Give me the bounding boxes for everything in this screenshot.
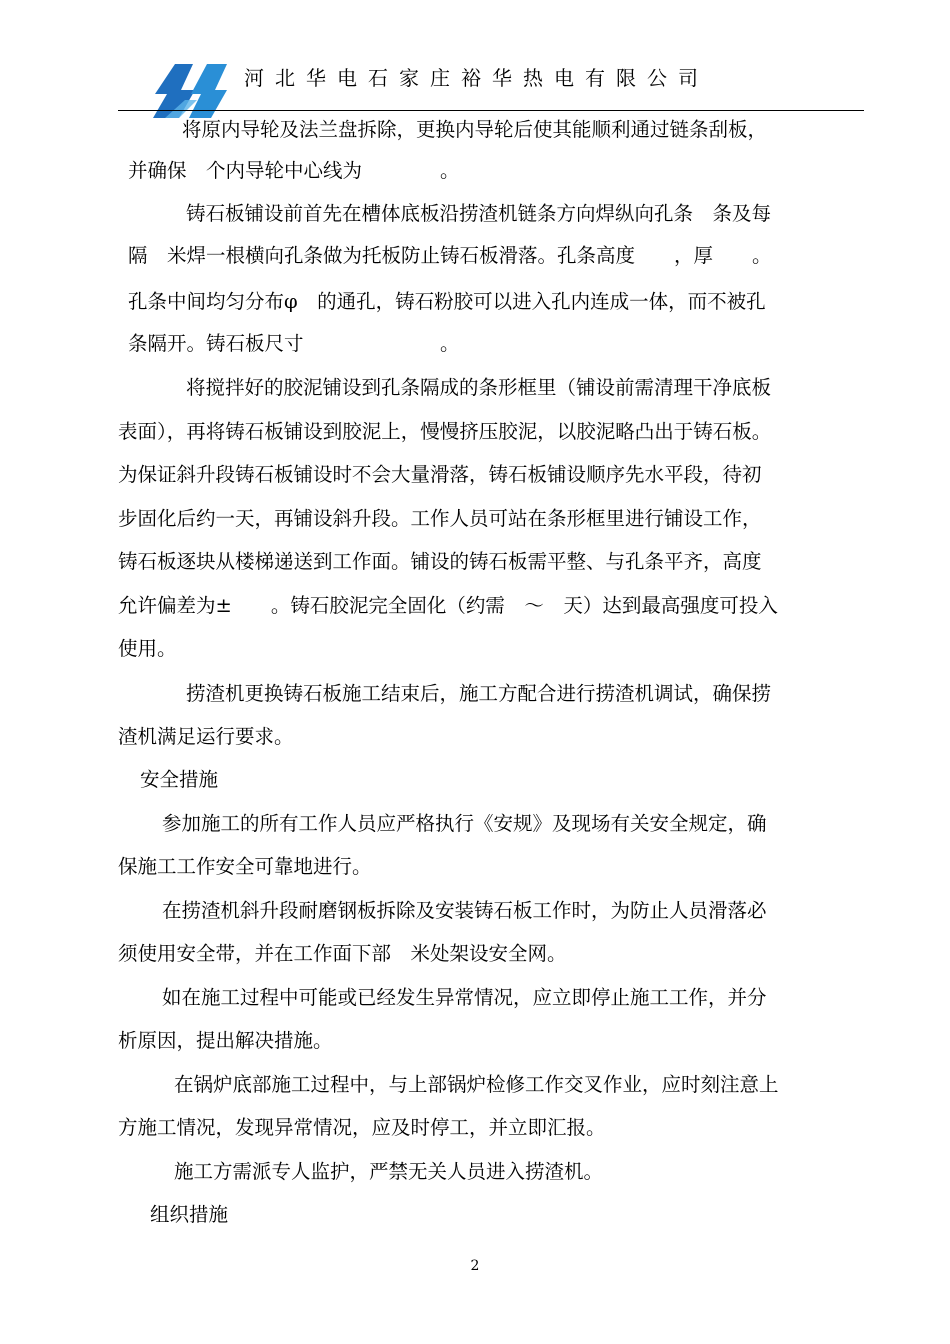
body-line: 隔 米焊一根横向孔条做为托板防止铸石板滑落。孔条高度 ，厚 。 bbox=[128, 244, 772, 267]
body-line: 方施工情况，发现异常情况，应及时停工，并立即汇报。 bbox=[118, 1116, 606, 1139]
body-line: 捞渣机更换铸石板施工结束后，施工方配合进行捞渣机调试，确保捞 bbox=[186, 682, 772, 705]
body-line: 为保证斜升段铸石板铺设时不会大量滑落，铸石板铺设顺序先水平段，待初 bbox=[118, 463, 762, 486]
body-line: 将搅拌好的胶泥铺设到孔条隔成的条形框里（铺设前需清理干净底板 bbox=[186, 376, 772, 399]
header-rule bbox=[118, 110, 864, 111]
body-line: 允许偏差为± 。铸石胶泥完全固化（约需 ～ 天）达到最高强度可投入 bbox=[118, 594, 778, 617]
section-heading: 组织措施 bbox=[150, 1203, 229, 1226]
body-line: 步固化后约一天，再铺设斜升段。工作人员可站在条形框里进行铺设工作， bbox=[118, 507, 762, 530]
body-line: 析原因，提出解决措施。 bbox=[118, 1029, 333, 1052]
body-line: 使用。 bbox=[118, 637, 177, 660]
body-line: 铸石板铺设前首先在槽体底板沿捞渣机链条方向焊纵向孔条 条及每 bbox=[186, 202, 772, 225]
body-line: 在捞渣机斜升段耐磨钢板拆除及安装铸石板工作时，为防止人员滑落必 bbox=[162, 899, 767, 922]
body-line: 并确保 个内导轮中心线为 。 bbox=[128, 159, 460, 182]
body-line: 保施工工作安全可靠地进行。 bbox=[118, 855, 372, 878]
body-line: 须使用安全带，并在工作面下部 米处架设安全网。 bbox=[118, 942, 567, 965]
section-heading: 安全措施 bbox=[140, 768, 219, 791]
page-number: 2 bbox=[470, 1258, 480, 1274]
company-name: 河北华电石家庄裕华热电有限公司 bbox=[244, 66, 709, 90]
body-line: 孔条中间均匀分布φ 的通孔，铸石粉胶可以进入孔内连成一体，而不被孔 bbox=[128, 290, 766, 313]
body-line: 渣机满足运行要求。 bbox=[118, 725, 294, 748]
body-line: 参加施工的所有工作人员应严格执行《安规》及现场有关安全规定，确 bbox=[162, 812, 767, 835]
body-line: 在锅炉底部施工过程中，与上部锅炉检修工作交叉作业，应时刻注意上 bbox=[174, 1073, 779, 1096]
body-line: 条隔开。铸石板尺寸 。 bbox=[128, 332, 460, 355]
body-line: 将原内导轮及法兰盘拆除，更换内导轮后使其能顺利通过链条刮板， bbox=[182, 118, 768, 141]
body-line: 如在施工过程中可能或已经发生异常情况，应立即停止施工工作，并分 bbox=[162, 986, 767, 1009]
company-logo bbox=[145, 60, 245, 122]
body-line: 施工方需派专人监护，严禁无关人员进入捞渣机。 bbox=[174, 1160, 604, 1183]
body-line: 铸石板逐块从楼梯递送到工作面。铺设的铸石板需平整、与孔条平齐，高度 bbox=[118, 550, 762, 573]
body-line: 表面），再将铸石板铺设到胶泥上，慢慢挤压胶泥，以胶泥略凸出于铸石板。 bbox=[118, 420, 772, 443]
